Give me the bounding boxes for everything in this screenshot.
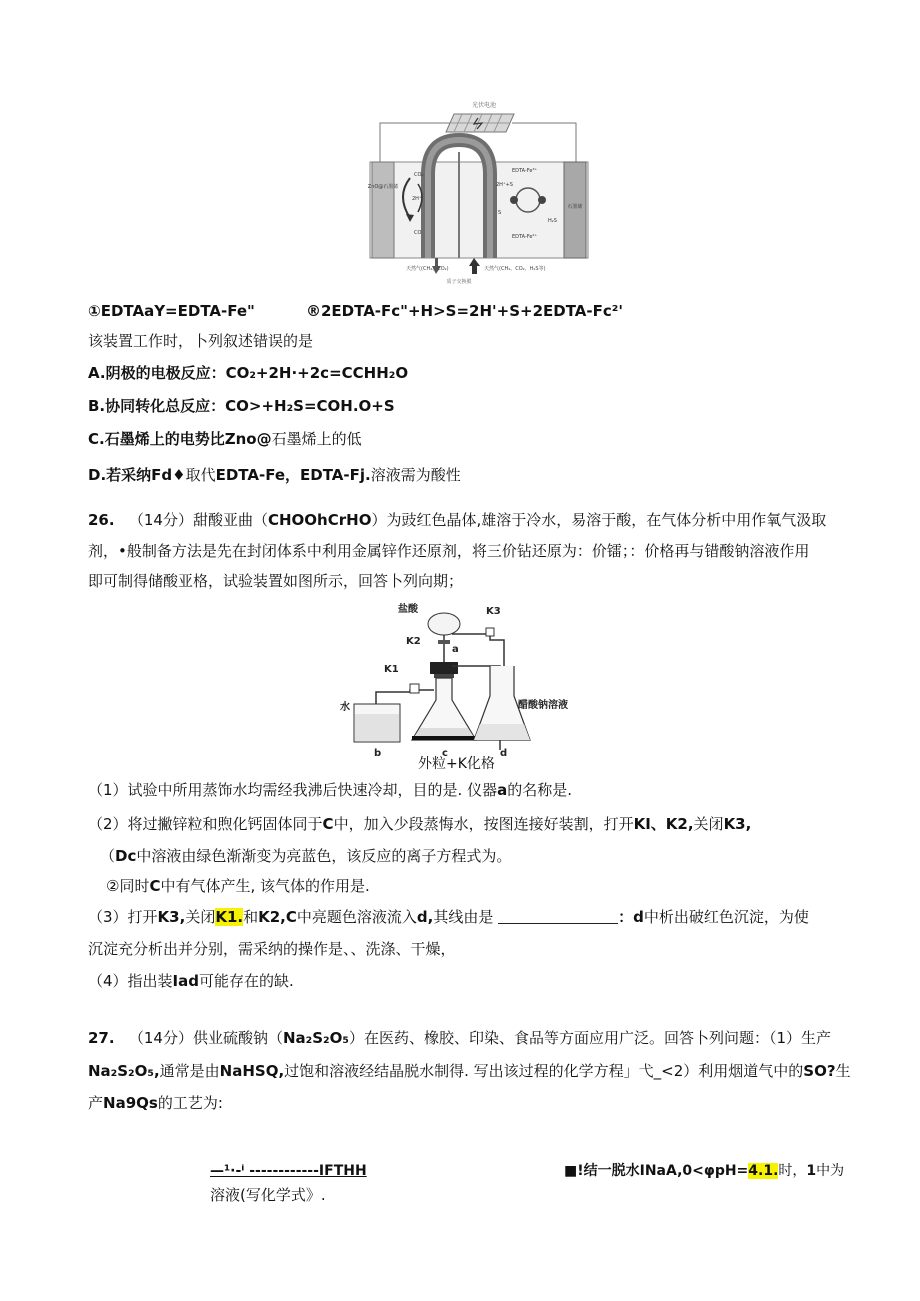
- q26-sub-1-end: 的名称是.: [507, 781, 572, 799]
- edta-fe2: EDTA-Fe²⁺: [512, 234, 538, 240]
- q27-para-2-part1: Na₂S₂O₅,: [88, 1062, 160, 1080]
- left-electrode: [372, 162, 394, 258]
- q27-last-line: 溶液(写化学式》.: [210, 1186, 326, 1204]
- q26-sub-4-part1: （4）指出装: [88, 972, 173, 990]
- q26-sub-2-k: KI、K2,: [633, 815, 694, 833]
- q26-sub-2b-part2: 中溶液由绿色渐渐变为亮蓝色，该反应的离子方程式为。: [136, 847, 512, 865]
- label-b: b: [374, 748, 382, 759]
- solar-panel-icon: [446, 114, 514, 132]
- q25-option-c-part1: C.石墨烯上的电势比: [88, 430, 225, 448]
- q26-sub-2c-part2: 中有气体产生, 该气体的作用是.: [160, 877, 370, 895]
- q26-para-1-part1: （14分）甜酸亚曲（: [128, 511, 268, 529]
- q25-option-d-part2: Fd♦: [151, 466, 186, 484]
- q26-sub-3-k1: K1.: [215, 908, 244, 926]
- right-inlet-label: 天然气(CH₄、CO₂、H₂S等): [484, 266, 546, 272]
- q26-sub-3-d: d,: [416, 908, 434, 926]
- q25-option-d-part5: 溶液需为酸性: [370, 466, 461, 484]
- species-co: CO: [414, 230, 422, 236]
- q27-number: 27.: [88, 1029, 115, 1047]
- membrane-label: 质子交换膜: [446, 279, 472, 285]
- q26-sub-2-c: C: [322, 815, 334, 833]
- q25-option-d-part1: D.若采纳: [88, 466, 152, 484]
- label-c: c: [442, 748, 448, 759]
- q27-para-2-part6: 生: [835, 1062, 851, 1080]
- q27-flow-right-highlight: 4.1.: [748, 1163, 779, 1179]
- q26-number: 26.: [88, 511, 115, 529]
- q25-option-d: [88, 465, 461, 485]
- q26-sub-2c: [106, 876, 370, 896]
- electrolysis-figure: [366, 96, 592, 286]
- right-electrode: [564, 162, 586, 258]
- q25-option-d-part4: EDTA-Fe，EDTA-Fj.: [215, 466, 371, 484]
- q26-para-2: 剂，•般制备方法是先在封闭体系中利用金属锌作还原剂，将三价钻还原为：价镭；：价格再与错酸钠溶液作用: [88, 542, 810, 560]
- q26-sub-3-part2: 关闭: [185, 908, 216, 926]
- q26-sub-3: [88, 907, 809, 927]
- left-inlet-label: 天然气(CH₄、CO₂): [406, 266, 449, 272]
- q25-reaction-2: ®2EDTA-Fc"+H>S=2H'+S+2EDTA-Fc²': [306, 302, 623, 320]
- q26-sub-2-part2: 中，加入少段蒸悔水，按图连接好装割，打开: [333, 815, 634, 833]
- q27-para-3-part2: Na9Qs: [103, 1094, 158, 1112]
- label-k2: K2: [406, 636, 421, 647]
- q26-sub-2-part3: 关闭: [693, 815, 724, 833]
- left-electrode-label: ZnO@石墨烯: [367, 184, 399, 190]
- label-k3: K3: [486, 606, 501, 617]
- q27-flow-right-part3: 1: [806, 1163, 817, 1179]
- q26-sub-3-part1: （3）打开: [88, 908, 158, 926]
- q26-sub-4: [88, 971, 294, 991]
- q26-sub-1-a: a: [497, 781, 508, 799]
- q27-para-3-part3: 的工艺为:: [157, 1094, 223, 1112]
- species-2h: 2H⁺: [412, 196, 422, 202]
- q27-para-1-part2: ）在医药、橡胶、印染、食品等方面应用广泛。回答卜列问题：（1）生产: [348, 1029, 831, 1047]
- q26-sub-2b-part1: （: [100, 847, 116, 865]
- q26-sub-3-k2: K2,C: [258, 908, 297, 926]
- q27-para-2-part2: 通常是由: [159, 1062, 220, 1080]
- q25-option-d-part3: 取代: [185, 466, 216, 484]
- q25-option-c: [88, 429, 362, 449]
- valve-k3-icon: [486, 628, 494, 636]
- q27-para-3-part1: 产: [88, 1094, 104, 1112]
- edta-fe3: EDTA-Fe³⁺: [512, 168, 538, 174]
- apparatus-figure: [340, 600, 570, 772]
- q26-answer-blank[interactable]: [498, 909, 618, 924]
- q26-sub-3-part3: 和: [243, 908, 259, 926]
- q26-sub-1: [88, 780, 572, 800]
- q26-sub-3b: 沉淀充分析出并分别，需采纳的操作是、、洗涤、干燥，: [88, 940, 456, 958]
- q27-para-2-part5: SO?: [803, 1062, 836, 1080]
- q26-sub-2b-dc: Dc: [115, 847, 137, 865]
- q25-option-c-part3: 石墨烯上的低: [271, 430, 362, 448]
- q27-para-1-part1: （14分）供业硫酸钠（: [128, 1029, 283, 1047]
- q26-sub-3-part7: 中析出破红色沉淀，为使: [643, 908, 809, 926]
- q27-para-2: [88, 1061, 851, 1081]
- label-naac: 醋酸钠溶液: [518, 700, 568, 711]
- q26-sub-2c-part1: ②同时: [106, 877, 150, 895]
- q27-formula: Na₂S₂O₅: [282, 1029, 349, 1047]
- q27-para-3: [88, 1093, 223, 1113]
- q26-sub-2-part1: （2）将过撇锌粒和煦化钙固体同于: [88, 815, 323, 833]
- species-h2s: H₂S: [548, 218, 557, 224]
- q26-sub-2c-c: C: [149, 877, 161, 895]
- right-inlet-arrow-icon: [469, 258, 480, 274]
- q26-sub-2-k3: K3,: [723, 815, 752, 833]
- q27-flow-right: [564, 1161, 844, 1181]
- q27-para-2-part3: NaHSQ,: [219, 1062, 285, 1080]
- q26-sub-4-iad: Iad: [172, 972, 199, 990]
- q27-para-2-part4: 过饱和溶液经结晶脱水制得. 写出该过程的化学方程」弋_<2）利用烟道气中的: [284, 1062, 804, 1080]
- q27-para-1: [88, 1028, 831, 1048]
- q27-flow-right-part2: 时，: [778, 1163, 807, 1179]
- stopcock-icon: [438, 640, 450, 644]
- label-k1: K1: [384, 664, 399, 675]
- q27-flow-right-part4: 中为: [816, 1163, 845, 1179]
- q25-option-b: B.协同转化总反应：CO>+H₂S=COH.O+S: [88, 397, 395, 415]
- q26-para-1-part2: ）为豉红色晶体,雄溶于冷水，易溶于酸，在气体分析中用作氧气汲取: [371, 511, 827, 529]
- valve-k1-icon: [410, 684, 419, 693]
- solar-label: 光伏电池: [471, 102, 497, 109]
- q26-sub-3-part5: 其线由是: [433, 908, 494, 926]
- species-s: S: [498, 210, 502, 216]
- label-water: 水: [340, 702, 350, 713]
- q26-sub-3-dd: d: [633, 908, 644, 926]
- q26-sub-4-part2: 可能存在的缺.: [199, 972, 294, 990]
- label-hcl: 盐酸: [398, 604, 418, 615]
- species-2h-s: 2H⁺+S: [496, 182, 513, 188]
- q26-sub-2b: [100, 846, 511, 866]
- q26-formula: CHOOhCrHO: [267, 511, 372, 529]
- q26-sub-3-part6: ：: [618, 908, 634, 926]
- right-electrode-label: 石墨烯: [567, 204, 583, 210]
- q26-sub-1-text: （1）试验中所用蒸饰水均需经我沸后快速冷却，目的是. 仪器: [88, 781, 498, 799]
- q25-stem: 该装置工作时，卜列叙述错误的是: [88, 332, 314, 350]
- q26-para-3: 即可制得储酸亚格，试验装置如图所示，回答卜列向期；: [88, 572, 464, 590]
- species-co2: CO₂: [414, 172, 424, 178]
- q25-option-c-part2: Zno@: [224, 430, 272, 448]
- q27-flow-right-part1: ■!结一脱水INaA,0<φpH=: [564, 1163, 749, 1179]
- q26-para-1: [88, 510, 826, 530]
- q25-option-a: A.阴极的电极反应：CO₂+2H·+2c=CCHH₂O: [88, 364, 409, 382]
- label-a: a: [452, 644, 459, 655]
- apparatus-caption: 外粒+K化格: [418, 756, 495, 772]
- q26-sub-2: [88, 814, 751, 834]
- q26-sub-3-k3: K3,: [157, 908, 186, 926]
- q25-reaction-1: ①EDTAaY=EDTA-Fe": [88, 302, 255, 320]
- q26-sub-3-part4: 中亮题色溶液流入: [296, 908, 417, 926]
- q27-flow-left: —¹·-ⁱ ------------IFTHH: [210, 1163, 367, 1179]
- label-d: d: [500, 748, 508, 759]
